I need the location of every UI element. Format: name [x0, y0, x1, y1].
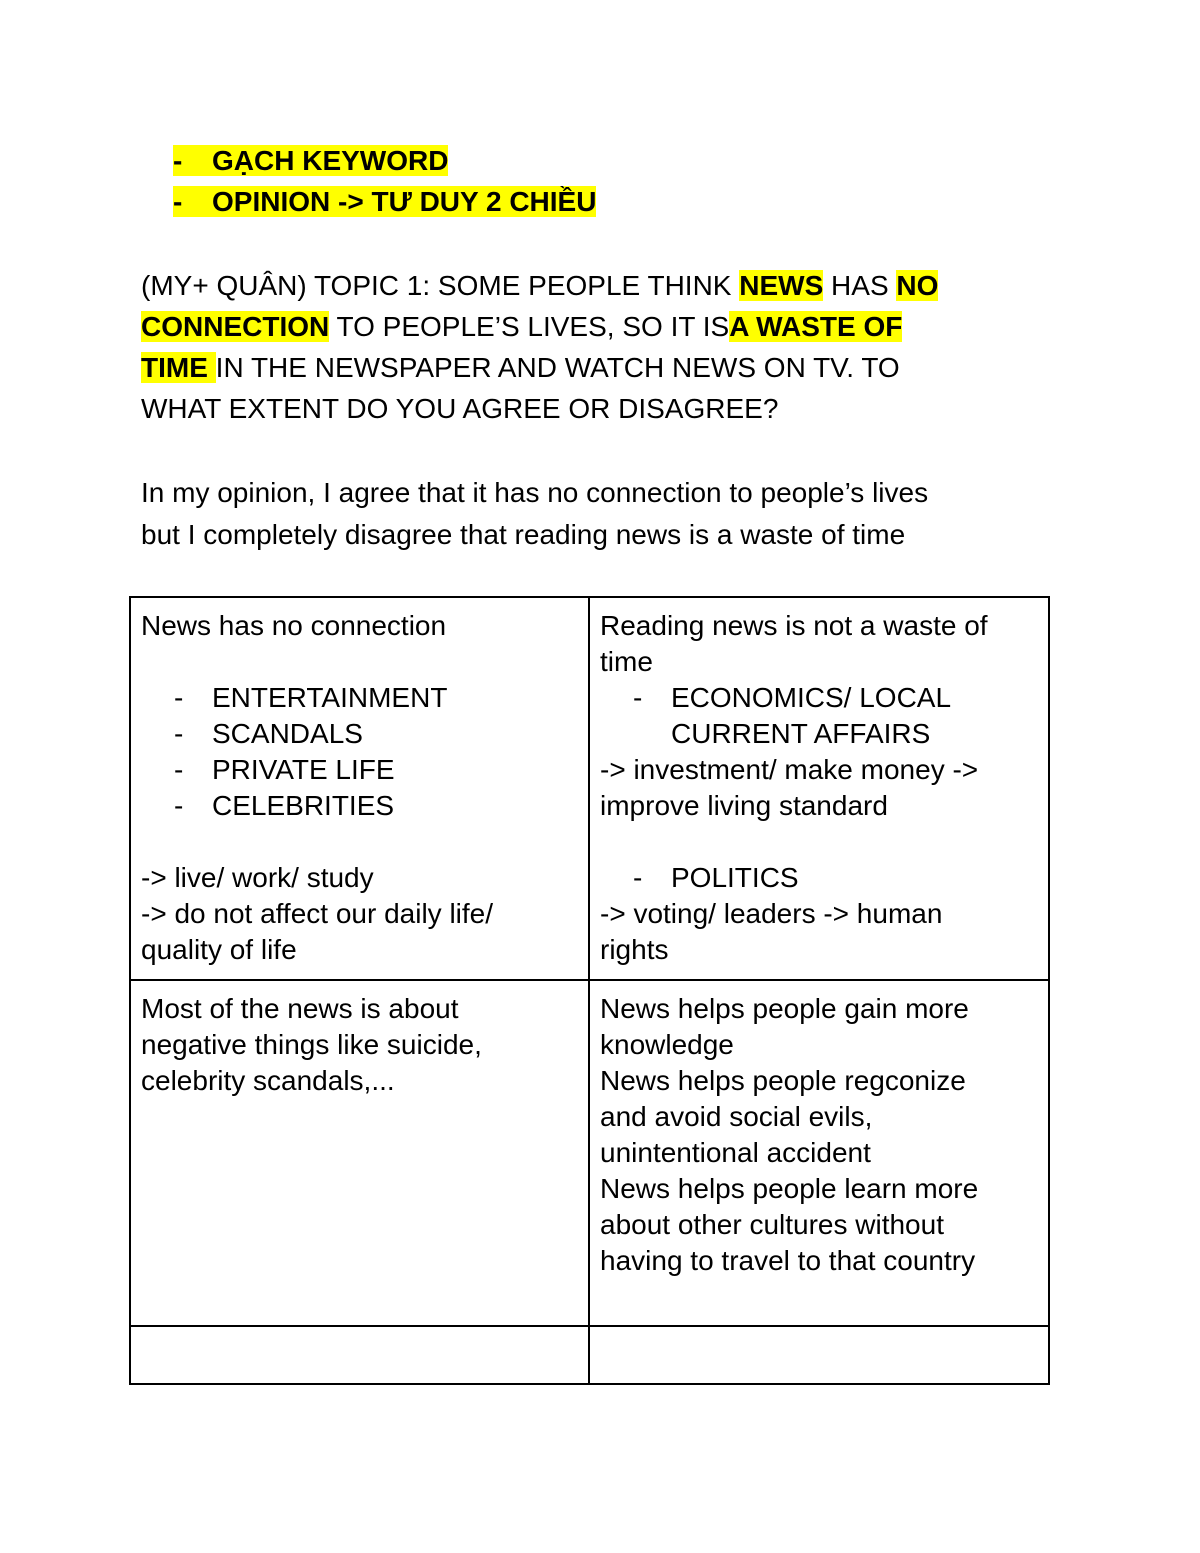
- cell-text: News helps people learn more: [600, 1173, 979, 1204]
- cell-text: improve living standard: [600, 790, 888, 821]
- cell-text: knowledge: [600, 1029, 734, 1060]
- topic-paragraph: [141, 265, 1051, 429]
- topic-text: (MY+ QUÂN) TOPIC 1: SOME PEOPLE THINK: [141, 270, 740, 301]
- empty-table-cell: [130, 1326, 589, 1384]
- table-row: [130, 980, 1049, 1326]
- cell-text: unintentional accident: [600, 1137, 871, 1168]
- topic-text: TO PEOPLE’S LIVES, SO IT IS: [329, 311, 730, 342]
- topic-text: HAS: [823, 270, 897, 301]
- table-cell: [130, 980, 589, 1326]
- header-bullet-list: [173, 140, 596, 222]
- list-item: - ENTERTAINMENT: [174, 682, 448, 713]
- table-cell: [589, 597, 1049, 980]
- cell-text: quality of life: [141, 934, 297, 965]
- cell-text: -> do not affect our daily life/: [141, 898, 494, 929]
- bullet-dash: -: [173, 186, 183, 217]
- cell-text: News helps people gain more: [600, 993, 969, 1024]
- bullet-item: [173, 140, 596, 181]
- highlighted-bullet: [173, 186, 596, 217]
- cell-text: -> investment/ make money ->: [600, 754, 979, 785]
- opinion-paragraph: [141, 472, 1051, 556]
- keyword-highlight: TIME: [141, 352, 216, 383]
- keyword-highlight: CONNECTION: [141, 311, 330, 342]
- topic-line: [141, 347, 1051, 388]
- empty-table-cell: [589, 1326, 1049, 1384]
- cell-text: having to travel to that country: [600, 1245, 976, 1276]
- table-row: [130, 1326, 1049, 1384]
- cell-text: negative things like suicide,: [141, 1029, 482, 1060]
- cell-text: rights: [600, 934, 669, 965]
- topic-line: [141, 306, 1051, 347]
- highlighted-bullet: [173, 145, 448, 176]
- table-cell: [130, 597, 589, 980]
- bullet-text: GẠCH KEYWORD: [212, 145, 449, 176]
- argument-table: [129, 596, 1050, 1385]
- bullet-text: OPINION -> TƯ DUY 2 CHIỀU: [212, 186, 597, 217]
- cell-heading: time: [600, 646, 653, 677]
- cell-text: about other cultures without: [600, 1209, 944, 1240]
- bullet-dash: -: [173, 145, 183, 176]
- list-item: - CELEBRITIES: [174, 790, 395, 821]
- list-item: - POLITICS: [633, 862, 799, 893]
- cell-text: celebrity scandals,...: [141, 1065, 395, 1096]
- cell-heading: News has no connection: [141, 610, 447, 641]
- list-item: - SCANDALS: [174, 718, 363, 749]
- opinion-line: In my opinion, I agree that it has no connection to people’s lives: [141, 477, 929, 508]
- cell-heading: Reading news is not a waste of: [600, 610, 988, 641]
- bullet-item: [173, 181, 596, 222]
- topic-line: WHAT EXTENT DO YOU AGREE OR DISAGREE?: [141, 393, 779, 424]
- cell-text: -> live/ work/ study: [141, 862, 374, 893]
- table-row: [130, 597, 1049, 980]
- topic-text: IN THE NEWSPAPER AND WATCH NEWS ON TV. TO: [215, 352, 900, 383]
- list-item: - PRIVATE LIFE: [174, 754, 395, 785]
- table-cell: [589, 980, 1049, 1326]
- cell-text: and avoid social evils,: [600, 1101, 873, 1132]
- keyword-highlight: NEWS: [739, 270, 824, 301]
- keyword-highlight: A WASTE OF: [729, 311, 903, 342]
- list-item: - ECONOMICS/ LOCAL: [633, 682, 952, 713]
- topic-line: [141, 265, 1051, 306]
- cell-text: Most of the news is about: [141, 993, 459, 1024]
- cell-text: -> voting/ leaders -> human: [600, 898, 943, 929]
- opinion-line: but I completely disagree that reading news is a waste of time: [141, 519, 906, 550]
- list-item-continuation: CURRENT AFFAIRS: [671, 718, 931, 749]
- keyword-highlight: NO: [896, 270, 939, 301]
- cell-text: News helps people regconize: [600, 1065, 966, 1096]
